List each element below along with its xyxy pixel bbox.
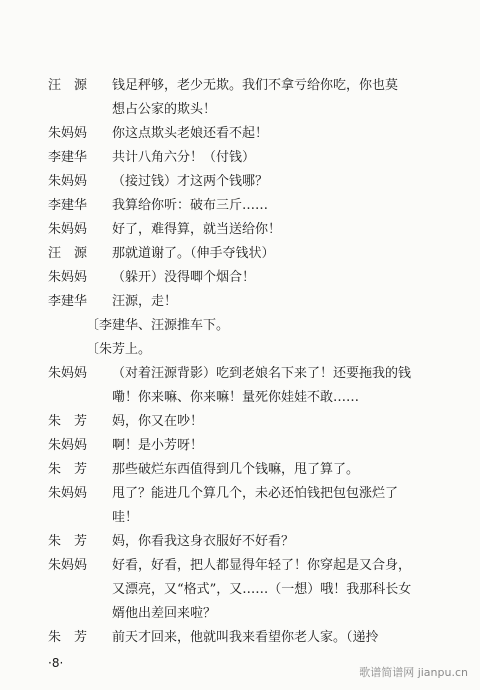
dialogue-continuation: 婿他出差回来啦？ — [112, 606, 217, 621]
stage-direction: 〔朱芳上。 — [86, 342, 152, 357]
dialogue-continuation: 又漂亮，又“格式”，又……（一想）哦！我那科长女 — [112, 582, 412, 597]
speaker-name: 朱 芳 — [48, 534, 88, 549]
script-line — [48, 484, 448, 504]
script-line — [48, 460, 448, 480]
script-line — [48, 292, 448, 312]
speaker-name: 朱妈妈 — [48, 126, 88, 141]
speaker-name: 朱妈妈 — [48, 438, 88, 453]
dialogue-text: 妈，你看我这身衣服好不好看？ — [112, 534, 295, 549]
speaker-name — [48, 388, 112, 408]
script-line — [48, 556, 448, 576]
script-line — [48, 148, 448, 168]
script-line — [48, 412, 448, 432]
speaker-name — [48, 316, 86, 336]
stage-direction: 〔李建华、汪源推车下。 — [86, 318, 230, 333]
script-line — [48, 196, 448, 216]
dialogue-continuation: 想占公家的欺头！ — [112, 102, 217, 117]
dialogue-text: 好了，难得算，就当送给你！ — [112, 222, 282, 237]
script-line — [48, 532, 448, 552]
speaker-name: 汪 源 — [48, 246, 88, 261]
dialogue-continuation: 嘞！你来嘛、你来嘛！量死你娃娃不敢…… — [112, 390, 360, 405]
speaker-name — [48, 340, 86, 360]
script-line — [48, 244, 448, 264]
dialogue-text: 那就道谢了。（伸手夺钱状） — [112, 246, 275, 261]
speaker-name: 朱 芳 — [48, 462, 88, 477]
speaker-name: 朱妈妈 — [48, 174, 88, 189]
speaker-name: 汪 源 — [48, 78, 88, 93]
speaker-name — [48, 100, 112, 120]
speaker-name: 朱妈妈 — [48, 486, 88, 501]
script-line — [48, 100, 448, 120]
speaker-name: 朱妈妈 — [48, 558, 88, 573]
watermark-text: 歌谱简谱网 jianpu.cn — [359, 666, 468, 679]
speaker-name: 李建华 — [48, 198, 88, 213]
script-line — [48, 124, 448, 144]
speaker-name — [48, 508, 112, 528]
dialogue-text: 妈，你又在吵！ — [112, 414, 204, 429]
script-line — [48, 76, 448, 96]
speaker-name: 朱妈妈 — [48, 366, 88, 381]
script-body — [48, 76, 448, 652]
dialogue-text: 共计八角六分！（付钱） — [112, 150, 256, 165]
script-line — [48, 340, 448, 360]
dialogue-text: 汪源，走！ — [112, 294, 178, 309]
dialogue-text: 我算给你听：破布三斤…… — [112, 198, 269, 213]
dialogue-text: 那些破烂东西值得到几个钱嘛，甩了算了。 — [112, 462, 360, 477]
script-line — [48, 508, 448, 528]
dialogue-text: 前天才回来，他就叫我来看望你老人家。（递拎 — [112, 630, 379, 645]
dialogue-text: 啊！是小芳呀！ — [112, 438, 204, 453]
dialogue-text: 甩了？能进几个算几个，未必还怕钱把包包涨烂了 — [112, 486, 399, 501]
dialogue-text: （对着汪源背影）吃到老娘名下来了！还要拖我的钱 — [112, 366, 412, 381]
script-line — [48, 364, 448, 384]
speaker-name: 李建华 — [48, 150, 88, 165]
speaker-name: 朱妈妈 — [48, 222, 88, 237]
speaker-name: 李建华 — [48, 294, 88, 309]
page-number: ·8· — [48, 656, 64, 670]
script-line — [48, 580, 448, 600]
script-line — [48, 628, 448, 648]
dialogue-text: 你这点欺头老娘还看不起！ — [112, 126, 269, 141]
script-line — [48, 268, 448, 288]
dialogue-text: （接过钱）才这两个钱哪？ — [112, 174, 269, 189]
dialogue-text: 好看，好看，把人都显得年轻了！你穿起是又合身， — [112, 558, 412, 573]
dialogue-continuation: 哇！ — [112, 510, 139, 525]
script-line — [48, 316, 448, 336]
script-line — [48, 388, 448, 408]
speaker-name: 朱 芳 — [48, 630, 88, 645]
script-line — [48, 220, 448, 240]
speaker-name: 朱妈妈 — [48, 270, 88, 285]
speaker-name — [48, 604, 112, 624]
script-line — [48, 172, 448, 192]
script-line — [48, 436, 448, 456]
dialogue-text: 钱足秤够，老少无欺。我们不拿亏给你吃，你也莫 — [112, 78, 399, 93]
speaker-name: 朱 芳 — [48, 414, 88, 429]
dialogue-text: （躲开）没得唧个烟合！ — [112, 270, 256, 285]
script-line — [48, 604, 448, 624]
speaker-name — [48, 580, 112, 600]
